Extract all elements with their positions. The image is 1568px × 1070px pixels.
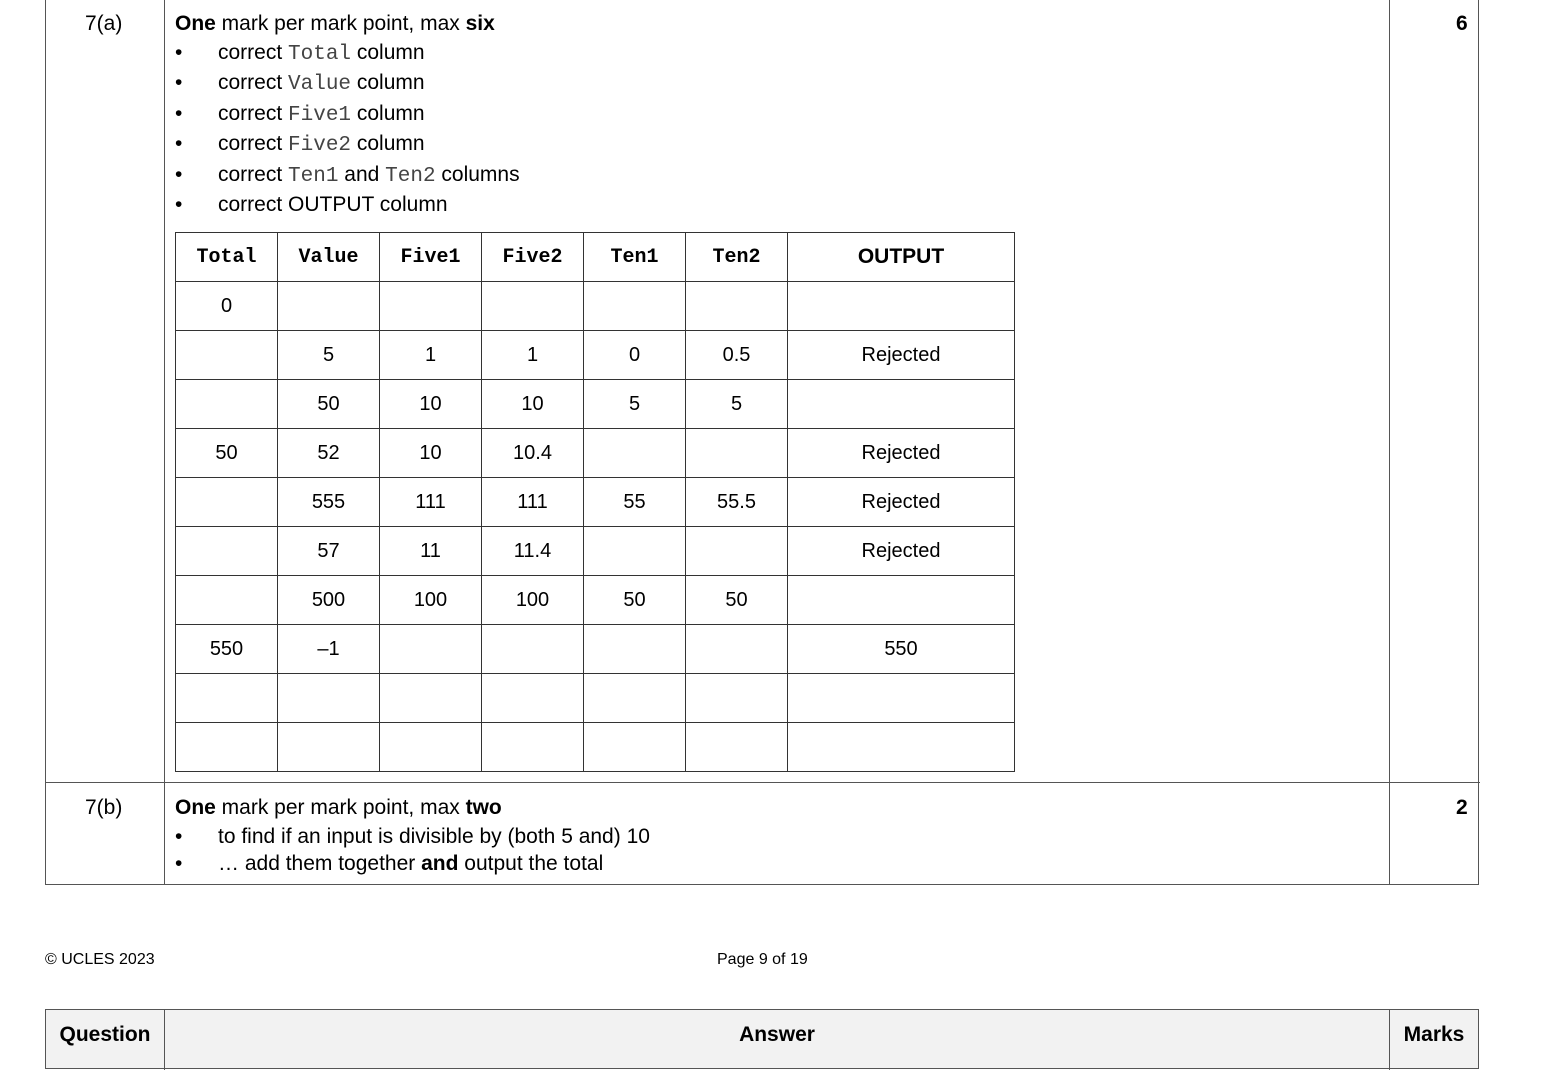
trace-cell xyxy=(380,282,482,331)
trace-cell xyxy=(788,576,1015,625)
trace-cell xyxy=(686,723,788,772)
trace-header: Five2 xyxy=(482,233,584,282)
trace-cell xyxy=(176,527,278,576)
intro-bold-max: six xyxy=(465,12,495,35)
trace-cell xyxy=(176,674,278,723)
trace-cell: 1 xyxy=(380,331,482,380)
trace-cell: Rejected xyxy=(788,478,1015,527)
trace-header: Ten2 xyxy=(686,233,788,282)
trace-row xyxy=(176,282,1015,331)
marks-value: 2 xyxy=(1456,796,1468,819)
page-number: Page 9 of 19 xyxy=(717,951,808,968)
trace-cell: Rejected xyxy=(788,429,1015,478)
trace-row xyxy=(176,429,1015,478)
trace-cell: 55.5 xyxy=(686,478,788,527)
trace-cell xyxy=(686,674,788,723)
trace-cell: 550 xyxy=(788,625,1015,674)
copyright: © UCLES 2023 xyxy=(45,951,155,968)
intro-bold-max: two xyxy=(465,796,502,819)
trace-cell xyxy=(686,429,788,478)
mark-points xyxy=(175,823,1375,877)
trace-cell xyxy=(380,723,482,772)
mark-points xyxy=(175,39,1375,220)
question-label: 7(a) xyxy=(85,12,123,35)
row-divider xyxy=(46,782,1480,783)
trace-cell xyxy=(584,625,686,674)
trace-header: OUTPUT xyxy=(788,233,1015,282)
trace-header: Value xyxy=(278,233,380,282)
trace-header-row xyxy=(176,233,1015,282)
answer-7b xyxy=(175,794,1375,877)
trace-cell xyxy=(584,723,686,772)
trace-cell xyxy=(176,331,278,380)
marks-value: 6 xyxy=(1456,12,1468,35)
mark-intro xyxy=(175,794,1375,823)
trace-header: Total xyxy=(176,233,278,282)
trace-cell: 10 xyxy=(482,380,584,429)
trace-cell: 0 xyxy=(584,331,686,380)
trace-cell xyxy=(482,723,584,772)
trace-cell: 11 xyxy=(380,527,482,576)
trace-cell xyxy=(788,723,1015,772)
trace-cell: 111 xyxy=(482,478,584,527)
header-marks: Marks xyxy=(1403,1023,1465,1046)
column-divider-marks xyxy=(1389,0,1390,885)
trace-cell xyxy=(176,576,278,625)
answer-7a xyxy=(175,10,1375,220)
intro-bold-one: One xyxy=(175,12,216,35)
trace-cell: 100 xyxy=(482,576,584,625)
trace-row xyxy=(176,527,1015,576)
trace-cell xyxy=(788,380,1015,429)
trace-cell xyxy=(380,625,482,674)
trace-row xyxy=(176,331,1015,380)
trace-cell: 50 xyxy=(278,380,380,429)
mark-point: • correct Value column xyxy=(175,69,1375,100)
trace-cell: 50 xyxy=(176,429,278,478)
header-answer: Answer xyxy=(739,1023,815,1046)
trace-cell: 555 xyxy=(278,478,380,527)
trace-cell: 10.4 xyxy=(482,429,584,478)
trace-cell: 1 xyxy=(482,331,584,380)
mark-point: • correct Five1 column xyxy=(175,100,1375,131)
trace-cell: 52 xyxy=(278,429,380,478)
trace-cell xyxy=(482,674,584,723)
trace-cell xyxy=(278,674,380,723)
trace-cell: 10 xyxy=(380,429,482,478)
trace-cell xyxy=(686,625,788,674)
trace-cell: 0.5 xyxy=(686,331,788,380)
trace-cell xyxy=(584,282,686,331)
trace-cell: 100 xyxy=(380,576,482,625)
mark-intro xyxy=(175,10,1375,39)
trace-row xyxy=(176,478,1015,527)
intro-text: mark per mark point, max xyxy=(215,12,466,35)
trace-cell: 5 xyxy=(686,380,788,429)
trace-cell xyxy=(176,723,278,772)
question-label: 7(b) xyxy=(85,796,123,819)
trace-cell: 111 xyxy=(380,478,482,527)
mark-point: • correct OUTPUT column xyxy=(175,191,1375,220)
trace-header: Five1 xyxy=(380,233,482,282)
trace-cell: 500 xyxy=(278,576,380,625)
trace-cell xyxy=(584,429,686,478)
trace-row xyxy=(176,723,1015,772)
trace-cell xyxy=(482,282,584,331)
column-divider-question xyxy=(164,0,165,885)
trace-body xyxy=(176,282,1015,772)
trace-cell xyxy=(584,527,686,576)
trace-cell xyxy=(482,625,584,674)
mark-point: • correct Five2 column xyxy=(175,130,1375,161)
trace-table xyxy=(175,232,1015,772)
trace-cell: 5 xyxy=(584,380,686,429)
trace-cell: 5 xyxy=(278,331,380,380)
trace-row xyxy=(176,576,1015,625)
trace-cell xyxy=(176,478,278,527)
trace-row xyxy=(176,674,1015,723)
trace-cell xyxy=(380,674,482,723)
trace-cell: 55 xyxy=(584,478,686,527)
trace-cell xyxy=(584,674,686,723)
trace-cell xyxy=(278,282,380,331)
trace-cell: Rejected xyxy=(788,527,1015,576)
mark-point: • correct Ten1 and Ten2 columns xyxy=(175,161,1375,192)
trace-cell: 10 xyxy=(380,380,482,429)
trace-header: Ten1 xyxy=(584,233,686,282)
trace-cell xyxy=(788,282,1015,331)
trace-row xyxy=(176,625,1015,674)
trace-cell: –1 xyxy=(278,625,380,674)
trace-cell xyxy=(278,723,380,772)
trace-cell xyxy=(686,527,788,576)
trace-cell xyxy=(788,674,1015,723)
trace-row xyxy=(176,380,1015,429)
trace-cell: 11.4 xyxy=(482,527,584,576)
mark-point: • correct Total column xyxy=(175,39,1375,70)
trace-cell: 50 xyxy=(686,576,788,625)
header-question: Question xyxy=(59,1023,151,1046)
trace-cell: 57 xyxy=(278,527,380,576)
trace-cell: 0 xyxy=(176,282,278,331)
next-page-header xyxy=(45,1009,1479,1069)
trace-cell xyxy=(686,282,788,331)
mark-point: • to find if an input is divisible by (both 5 and) 10 xyxy=(175,823,1375,850)
intro-text: mark per mark point, max xyxy=(215,796,466,819)
trace-cell xyxy=(176,380,278,429)
trace-cell: Rejected xyxy=(788,331,1015,380)
trace-cell: 550 xyxy=(176,625,278,674)
mark-point: • … add them together and output the total xyxy=(175,850,1375,877)
trace-cell: 50 xyxy=(584,576,686,625)
intro-bold-one: One xyxy=(175,796,216,819)
